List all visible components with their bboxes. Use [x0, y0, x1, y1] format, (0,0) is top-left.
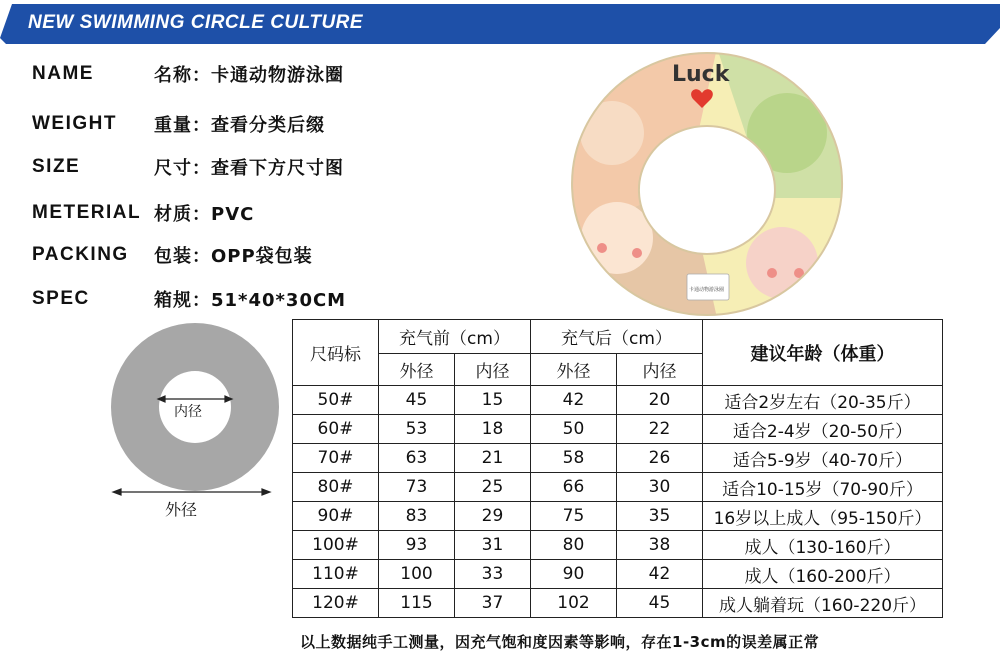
cell-size: 110# [293, 560, 379, 589]
table-row [293, 502, 943, 531]
cell-after-inner: 35 [617, 502, 703, 531]
cell-before-inner: 15 [455, 386, 531, 415]
table-row [293, 386, 943, 415]
table-row [293, 444, 943, 473]
cell-after-outer: 102 [531, 589, 617, 618]
cell-before-outer: 63 [379, 444, 455, 473]
cell-after-inner: 30 [617, 473, 703, 502]
cell-before-inner: 21 [455, 444, 531, 473]
spec-value: 包装：OPP袋包装 [154, 246, 313, 267]
cell-before-outer: 83 [379, 502, 455, 531]
cell-after-outer: 58 [531, 444, 617, 473]
cell-after-inner: 42 [617, 560, 703, 589]
size-table [292, 319, 943, 618]
spec-key: PACKING [32, 244, 129, 265]
pig-face [746, 227, 818, 299]
cell-size: 50# [293, 386, 379, 415]
cell-before-inner: 18 [455, 415, 531, 444]
cell-after-outer: 42 [531, 386, 617, 415]
header-before-inflation: 充气前（cm） [379, 320, 531, 354]
bear-face [580, 101, 644, 165]
cell-before-inner: 29 [455, 502, 531, 531]
spec-value: 名称：卡通动物游泳圈 [154, 65, 344, 86]
cell-age: 成人（160-200斤） [703, 560, 943, 589]
subheader-outer: 外径 [531, 354, 617, 386]
spec-key: WEIGHT [32, 113, 117, 134]
cell-after-outer: 75 [531, 502, 617, 531]
measurement-note: 以上数据纯手工测量，因充气饱和度因素等影响，存在1-3cm的误差属正常 [300, 633, 820, 651]
outer-diameter-label: 外径 [165, 500, 198, 519]
subheader-outer: 外径 [379, 354, 455, 386]
bear-face [581, 202, 653, 274]
header-after-inflation: 充气后（cm） [531, 320, 703, 354]
cell-size: 100# [293, 531, 379, 560]
cell-age: 适合2岁左右（20-35斤） [703, 386, 943, 415]
ring-label-text: 卡通动物游泳圈 [689, 287, 725, 293]
spec-key: METERIAL [32, 202, 142, 223]
cell-size: 90# [293, 502, 379, 531]
cell-before-inner: 33 [455, 560, 531, 589]
table-row [293, 531, 943, 560]
cell-after-outer: 66 [531, 473, 617, 502]
cell-size: 80# [293, 473, 379, 502]
table-row [293, 473, 943, 502]
cell-age: 成人（130-160斤） [703, 531, 943, 560]
spec-value: 箱规：51*40*30CM [154, 290, 347, 311]
subheader-inner: 内径 [455, 354, 531, 386]
inner-diameter-label: 内径 [174, 404, 202, 420]
cell-after-outer: 50 [531, 415, 617, 444]
cell-after-outer: 90 [531, 560, 617, 589]
cell-before-outer: 45 [379, 386, 455, 415]
cell-before-inner: 37 [455, 589, 531, 618]
cell-after-inner: 26 [617, 444, 703, 473]
cell-before-outer: 73 [379, 473, 455, 502]
cell-after-inner: 38 [617, 531, 703, 560]
cell-age: 成人躺着玩（160-220斤） [703, 589, 943, 618]
swim-ring-product-image [567, 48, 847, 318]
cell-age: 适合10-15岁（70-90斤） [703, 473, 943, 502]
table-header-row [293, 320, 943, 354]
spec-key: NAME [32, 63, 94, 84]
cell-after-inner: 45 [617, 589, 703, 618]
cell-before-inner: 25 [455, 473, 531, 502]
spec-row-material [32, 200, 254, 226]
table-row [293, 589, 943, 618]
table-row [293, 560, 943, 589]
spec-row-size [32, 154, 344, 180]
spec-key: SIZE [32, 156, 81, 177]
spec-key: SPEC [32, 288, 90, 309]
cell-after-inner: 20 [617, 386, 703, 415]
cell-age: 16岁以上成人（95-150斤） [703, 502, 943, 531]
cell-size: 60# [293, 415, 379, 444]
cell-size: 120# [293, 589, 379, 618]
spec-value: 尺寸：查看下方尺寸图 [154, 158, 344, 179]
ring-logo-text: Luck [672, 62, 730, 87]
spec-row-spec [32, 286, 346, 312]
cell-after-outer: 80 [531, 531, 617, 560]
spec-value: 重量：查看分类后缀 [154, 115, 325, 136]
cell-age: 适合5-9岁（40-70斤） [703, 444, 943, 473]
cell-age: 适合2-4岁（20-50斤） [703, 415, 943, 444]
spec-row-packing [32, 242, 313, 268]
cell-before-outer: 100 [379, 560, 455, 589]
spec-row-name [32, 61, 344, 87]
spec-row-weight [32, 111, 325, 137]
cell-before-outer: 115 [379, 589, 455, 618]
cell-size: 70# [293, 444, 379, 473]
spec-value: 材质：PVC [154, 204, 255, 225]
cell-before-inner: 31 [455, 531, 531, 560]
cell-before-outer: 53 [379, 415, 455, 444]
header-age: 建议年龄（体重） [703, 320, 943, 386]
header-size: 尺码标 [293, 320, 379, 386]
cell-before-outer: 93 [379, 531, 455, 560]
subheader-inner: 内径 [617, 354, 703, 386]
cell-after-inner: 22 [617, 415, 703, 444]
table-row [293, 415, 943, 444]
banner-title: NEW SWIMMING CIRCLE CULTURE [28, 12, 364, 33]
